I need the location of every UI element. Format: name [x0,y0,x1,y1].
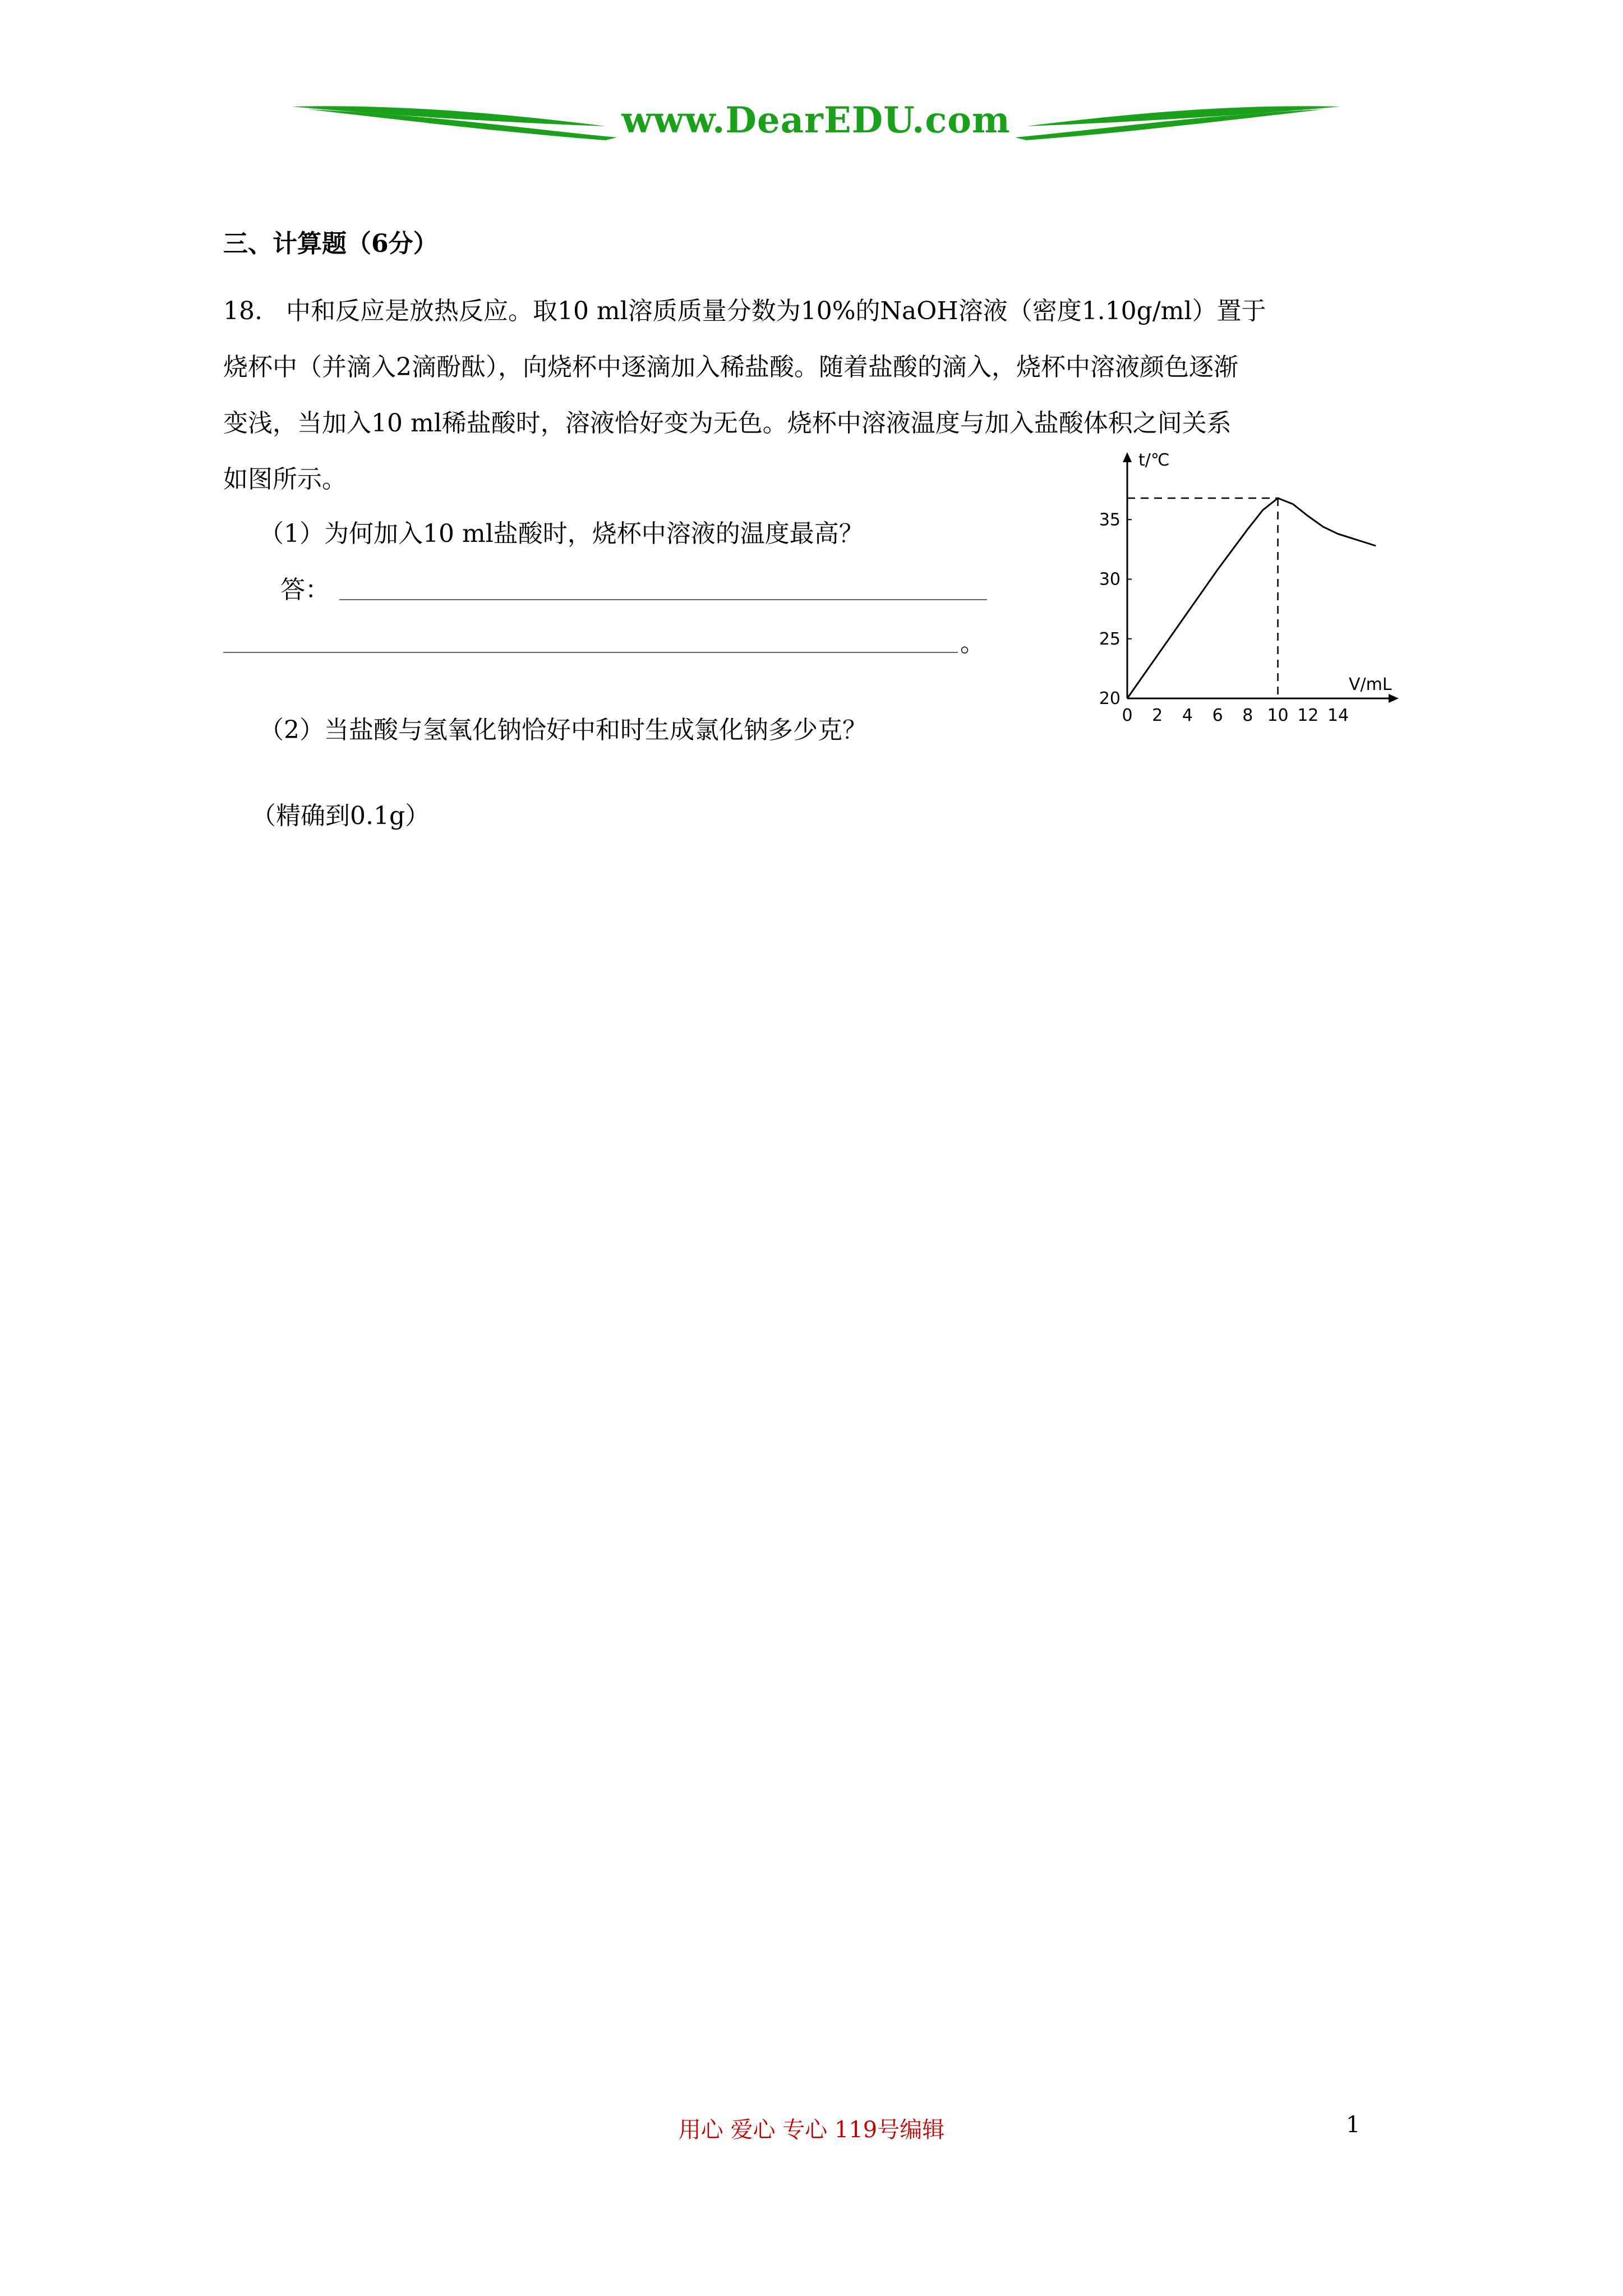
x-tick-label: 8 [1242,706,1253,725]
y-tick-label: 25 [1099,629,1121,649]
x-axis-label: V/mL [1349,675,1392,694]
y-axis-arrow [1123,452,1132,462]
y-tick-label: 30 [1099,569,1121,590]
answer-period: 。 [960,629,985,657]
question-number: 18. [223,297,262,325]
x-axis-arrow [1389,694,1399,703]
y-axis-label: t/℃ [1138,450,1170,470]
answer-label: 答： [280,576,330,604]
x-tick-label: 10 [1267,706,1289,725]
page-number: 1 [1346,2112,1361,2138]
answer-blank-1[interactable] [339,599,987,600]
section-title: 三、计算题（6分） [223,229,438,258]
question-line-4: 如图所示。 [223,465,347,494]
y-tick-label: 35 [1099,510,1121,530]
sub-question-2: （2）当盐酸与氢氧化钠恰好中和时生成氯化钠多少克？ [259,716,867,744]
x-tick-label: 14 [1327,706,1349,725]
temperature-curve [1127,498,1376,698]
site-banner [292,84,1340,157]
x-tick-label: 0 [1122,706,1133,725]
temperature-volume-chart [1082,449,1419,740]
question-line-1 [223,283,1418,339]
site-name: www.DearEDU.com [621,99,1011,141]
question-line-3: 变浅，当加入10 ml稀盐酸时，溶液恰好变为无色。烧杯中溶液温度与加入盐酸体积之间关系 [223,409,1232,438]
x-tick-label: 2 [1152,706,1163,725]
x-tick-label: 6 [1212,706,1223,725]
x-tick-label: 12 [1297,706,1319,725]
question-text: 中和反应是放热反应。取10 ml溶质质量分数为10%的NaOH溶液（密度1.10g/ml）置于 [285,297,1266,325]
x-tick-label: 4 [1182,706,1193,725]
sub-question-1: （1）为何加入10 ml盐酸时，烧杯中溶液的温度最高？ [259,519,864,548]
answer-blank-2[interactable] [223,652,958,653]
question-line-2: 烧杯中（并滴入2滴酚酞），向烧杯中逐滴加入稀盐酸。随着盐酸的滴入，烧杯中溶液颜色逐渐 [223,353,1238,381]
footer-text: 用心 爱心 专心 119号编辑 [678,2117,945,2143]
precision-note: （精确到0.1g） [251,802,430,830]
y-tick-label: 20 [1099,689,1121,708]
